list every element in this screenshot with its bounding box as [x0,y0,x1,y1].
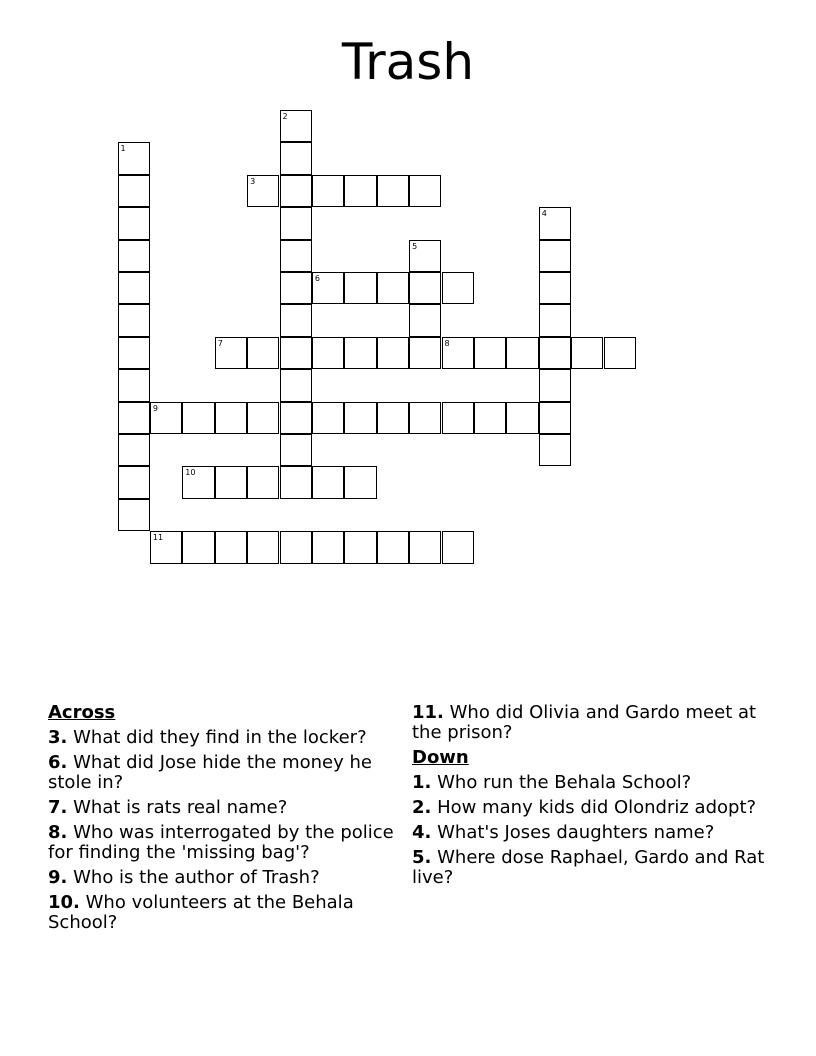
grid-cell[interactable] [377,402,409,434]
grid-cell[interactable] [409,175,441,207]
grid-cell[interactable] [118,142,150,174]
grid-cell[interactable] [539,337,571,369]
grid-cell[interactable] [215,466,247,498]
grid-cell[interactable] [539,207,571,239]
puzzle-title: Trash [341,33,475,91]
grid-cell[interactable] [442,272,474,304]
clue-number-label: 1 [120,144,126,154]
clue-across-3: 3. What did they find in the locker? [48,727,367,748]
clue-across-7: 7. What is rats real name? [48,797,288,818]
clue-across-6: 6. What did Jose hide the money he stole in? [48,752,372,793]
grid-cell[interactable] [539,369,571,401]
grid-cell[interactable] [118,434,150,466]
grid-cell[interactable] [377,175,409,207]
grid-cell[interactable] [312,466,344,498]
grid-cell[interactable] [280,240,312,272]
grid-cell[interactable] [118,207,150,239]
grid-cell[interactable] [182,402,214,434]
clue-number-label: 9 [152,403,158,413]
grid-cell[interactable] [604,337,636,369]
grid-cell[interactable] [280,434,312,466]
clue-number-label: 6 [314,274,320,283]
grid-cell[interactable] [247,466,279,498]
grid-cell[interactable] [344,531,376,563]
grid-cell[interactable] [280,175,312,207]
grid-cell[interactable] [280,142,312,174]
clue-across-8: 8. Who was interrogated by the police for finding the 'missing bag'? [48,822,394,863]
clue-across-10: 10. Who volunteers at the Behala School? [48,892,354,933]
grid-cell[interactable] [474,337,506,369]
grid-cell[interactable] [409,304,441,336]
grid-cell[interactable] [215,402,247,434]
clue-number-label: 7 [217,338,223,348]
grid-cell[interactable] [312,531,344,563]
grid-cell[interactable] [312,175,344,207]
grid-cell[interactable] [344,402,376,434]
clue-number-label: 11 [152,533,164,543]
grid-cell[interactable] [280,272,312,304]
clues-left-column [48,703,398,938]
grid-cell[interactable] [182,466,214,498]
grid-cell[interactable] [312,337,344,369]
grid-cell[interactable] [506,337,538,369]
grid-cell[interactable] [215,531,247,563]
grid-cell[interactable] [150,531,182,563]
grid-cell[interactable] [118,337,150,369]
grid-cell[interactable] [312,272,344,304]
grid-cell[interactable] [247,402,279,434]
grid-cell[interactable] [118,402,150,434]
grid-cell[interactable] [377,272,409,304]
grid-cell[interactable] [280,531,312,563]
clue-number-label: 10 [185,468,196,478]
clue-down-2: 2. How many kids did Olondriz adopt? [412,797,757,818]
grid-cell[interactable] [182,531,214,563]
grid-cell[interactable] [280,369,312,401]
grid-cell[interactable] [409,402,441,434]
grid-cell[interactable] [118,175,150,207]
grid-cell[interactable] [280,110,312,142]
clue-across-9: 9. Who is the author of Trash? [48,867,320,888]
grid-cell[interactable] [409,240,441,272]
down-heading: Down [412,747,469,768]
grid-cell[interactable] [442,531,474,563]
grid-cell[interactable] [506,402,538,434]
grid-cell[interactable] [539,240,571,272]
clue-number-label: 5 [412,241,418,251]
grid-cell[interactable] [280,304,312,336]
grid-cell[interactable] [118,466,150,498]
grid-cell[interactable] [280,402,312,434]
clue-down-5: 5. Where dose Raphael, Gardo and Rat live? [412,847,765,888]
grid-cell[interactable] [150,402,182,434]
grid-cell[interactable] [377,337,409,369]
grid-cell[interactable] [442,402,474,434]
grid-cell[interactable] [409,337,441,369]
grid-cell[interactable] [539,272,571,304]
grid-cell[interactable] [377,531,409,563]
clue-number-label: 4 [541,209,547,219]
grid-cell[interactable] [280,466,312,498]
grid-cell[interactable] [118,272,150,304]
clue-down-4: 4. What's Joses daughters name? [412,822,715,843]
grid-cell[interactable] [118,369,150,401]
grid-cell[interactable] [280,337,312,369]
grid-cell[interactable] [571,337,603,369]
grid-cell[interactable] [118,499,150,531]
grid-cell[interactable] [442,337,474,369]
clue-number-label: 3 [250,176,256,186]
clue-down-1: 1. Who run the Behala School? [412,772,692,793]
grid-cell[interactable] [118,304,150,336]
grid-cell[interactable] [539,434,571,466]
grid-cell[interactable] [247,175,279,207]
grid-cell[interactable] [215,337,247,369]
across-heading: Across [48,702,116,723]
clue-across-11: 11. Who did Olivia and Gardo meet at the prison? [412,702,757,743]
grid-cell[interactable] [247,531,279,563]
grid-cell[interactable] [280,207,312,239]
grid-cell[interactable] [344,272,376,304]
grid-cell[interactable] [474,402,506,434]
grid-cell[interactable] [247,337,279,369]
clues-right-column [412,703,772,893]
grid-cell[interactable] [539,402,571,434]
grid-cell[interactable] [118,240,150,272]
clue-number-label: 8 [444,338,450,348]
grid-cell[interactable] [539,304,571,336]
grid-cell[interactable] [344,175,376,207]
clue-number-label: 2 [282,112,288,121]
grid-cell[interactable] [344,337,376,369]
grid-cell[interactable] [409,272,441,304]
grid-cell[interactable] [344,466,376,498]
grid-cell[interactable] [409,531,441,563]
grid-cell[interactable] [312,402,344,434]
